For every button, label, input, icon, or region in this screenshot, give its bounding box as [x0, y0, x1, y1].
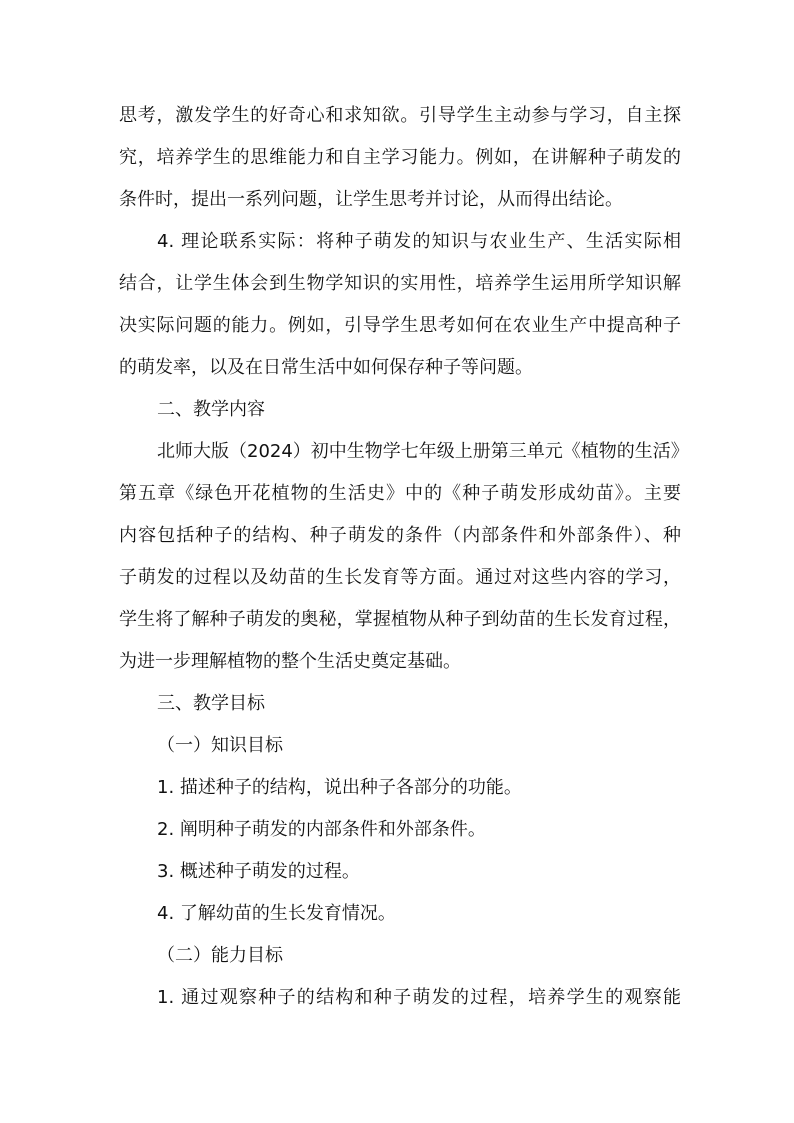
- subsection-heading: （一）知识目标: [157, 735, 283, 756]
- paragraph-line: 学生将了解种子萌发的奥秘，掌握植物从种子到幼苗的生长发育过程，: [119, 609, 681, 630]
- list-item: 1. 通过观察种子的结构和种子萌发的过程，培养学生的观察能: [157, 987, 681, 1008]
- section-heading: 三、教学目标: [157, 693, 265, 714]
- paragraph-line: 第五章《绿色开花植物的生活史》中的《种子萌发形成幼苗》。主要: [119, 483, 681, 504]
- list-item: 3. 概述种子萌发的过程。: [157, 861, 360, 882]
- section-heading: 二、教学内容: [157, 399, 265, 420]
- paragraph-line: 北师大版（2024）初中生物学七年级上册第三单元《植物的生活》: [157, 441, 689, 462]
- paragraph-line: 子萌发的过程以及幼苗的生长发育等方面。通过对这些内容的学习，: [119, 567, 681, 588]
- list-item: 2. 阐明种子萌发的内部条件和外部条件。: [157, 819, 486, 840]
- list-item: 4. 了解幼苗的生长发育情况。: [157, 903, 396, 924]
- subsection-heading: （二）能力目标: [157, 945, 283, 966]
- numbered-item-line: 4. 理论联系实际：将种子萌发的知识与农业生产、生活实际相: [157, 231, 681, 252]
- paragraph-line: 内容包括种子的结构、种子萌发的条件（内部条件和外部条件）、种: [119, 525, 681, 546]
- list-item: 1. 描述种子的结构，说出种子各部分的功能。: [157, 777, 522, 798]
- paragraph-line: 究，培养学生的思维能力和自主学习能力。例如，在讲解种子萌发的: [119, 147, 681, 168]
- paragraph-line: 的萌发率，以及在日常生活中如何保存种子等问题。: [119, 357, 533, 378]
- paragraph-line: 结合，让学生体会到生物学知识的实用性，培养学生运用所学知识解: [119, 273, 681, 294]
- paragraph-line: 思考，激发学生的好奇心和求知欲。引导学生主动参与学习，自主探: [119, 105, 681, 126]
- paragraph-line: 条件时，提出一系列问题，让学生思考并讨论，从而得出结论。: [119, 189, 623, 210]
- paragraph-line: 决实际问题的能力。例如，引导学生思考如何在农业生产中提高种子: [119, 315, 681, 336]
- paragraph-line: 为进一步理解植物的整个生活史奠定基础。: [119, 651, 461, 672]
